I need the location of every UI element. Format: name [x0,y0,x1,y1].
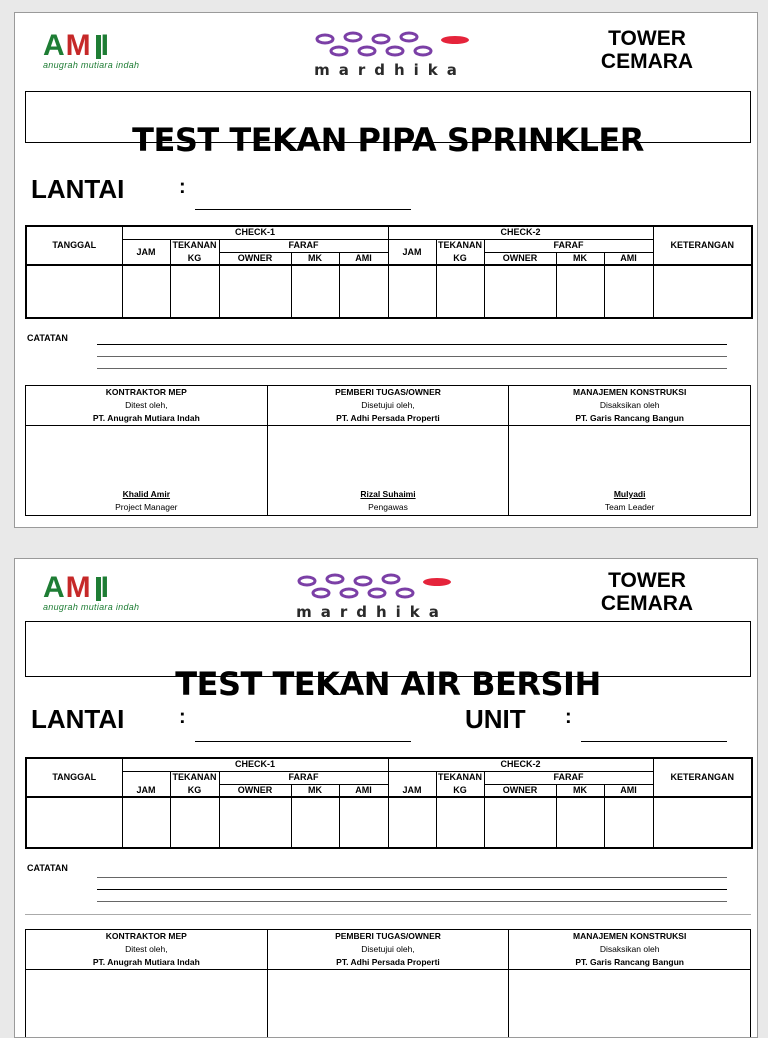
signatory-role: Pengawas [268,501,509,514]
lantai-label: LANTAI [31,175,124,203]
header-tekanan: TEKANAN [170,771,219,784]
header-jam: JAM [388,239,436,265]
cell-tanggal[interactable] [26,797,122,848]
cell-ami-1[interactable] [339,797,388,848]
tower-label [597,569,697,615]
signature-company: PT. Garis Rancang Bangun [509,956,750,969]
cell-ami-2[interactable] [604,797,653,848]
header-kg: KG [436,784,484,797]
mardhika-wordmark: mardhika [247,603,497,621]
catatan-line[interactable] [97,344,727,345]
form-sheet-sprinkler [14,12,758,528]
header-check-2: CHECK-2 [388,226,653,239]
ami-logo-letter: M [66,575,92,601]
cell-jam-1[interactable] [122,265,170,318]
catatan-label: CATATAN [27,863,68,873]
cell-owner-2[interactable] [484,265,556,318]
form-sheet-air-bersih [14,558,758,1038]
cell-jam-2[interactable] [388,797,436,848]
signature-head-owner [267,930,509,970]
mardhika-logo [247,573,497,621]
signature-box-mep[interactable] [26,426,268,516]
signature-heading: MANAJEMEN KONSTRUKSI [509,386,750,399]
catatan-line[interactable] [97,368,727,369]
header-tanggal: TANGGAL [26,226,122,265]
cell-jam-2[interactable] [388,265,436,318]
catatan-label: CATATAN [27,333,68,343]
header-tekanan: TEKANAN [436,239,484,252]
signature-head-mep [26,386,268,426]
signature-heading: PEMBERI TUGAS/OWNER [268,386,509,399]
signature-head-mk [509,386,751,426]
lantai-input-line[interactable] [195,209,411,210]
cell-tekanan-1[interactable] [170,265,219,318]
cell-owner-1[interactable] [219,265,291,318]
signature-action: Ditest oleh, [26,943,267,956]
cell-mk-1[interactable] [291,265,339,318]
cell-tanggal[interactable] [26,265,122,318]
cell-owner-1[interactable] [219,797,291,848]
header-owner: OWNER [219,252,291,265]
cell-jam-1[interactable] [122,797,170,848]
header-mk: MK [556,252,604,265]
signatory-role: Team Leader [509,501,750,514]
signature-company: PT. Adhi Persada Properti [268,956,509,969]
ami-logo-letter: A [43,575,66,601]
signature-box-owner[interactable] [267,970,509,1038]
ami-logo-letter: I [101,33,110,59]
header-ami: AMI [604,784,653,797]
signatory-name: Khalid Amir [26,488,267,501]
signature-heading: PEMBERI TUGAS/OWNER [268,930,509,943]
header-jam: JAM [388,784,436,797]
signature-head-mep [26,930,268,970]
header-mk: MK [556,784,604,797]
header-check-1: CHECK-1 [122,226,388,239]
header-jam: JAM [122,784,170,797]
signature-box-mk[interactable] [509,970,751,1038]
header-owner: OWNER [484,252,556,265]
signature-heading: MANAJEMEN KONSTRUKSI [509,930,750,943]
cell-ami-2[interactable] [604,265,653,318]
header-jam-spacer [122,771,170,784]
header-ami: AMI [339,252,388,265]
unit-label: UNIT [465,705,526,733]
header-owner: OWNER [484,784,556,797]
header-tekanan: TEKANAN [436,771,484,784]
flower-ornament-icon [287,573,457,603]
signature-heading: KONTRAKTOR MEP [26,930,267,943]
signature-action: Ditest oleh, [26,399,267,412]
unit-colon: : [565,707,572,727]
ami-logo [43,575,203,611]
cell-mk-2[interactable] [556,797,604,848]
header-keterangan: KETERANGAN [653,226,752,265]
lantai-colon: : [179,177,186,197]
table-row [26,797,752,848]
signature-heading: KONTRAKTOR MEP [26,386,267,399]
cell-tekanan-2[interactable] [436,797,484,848]
ami-logo-letter: I [101,575,110,601]
ami-logo-tagline: anugrah mutiara indah [43,602,203,612]
tower-line: TOWER [597,569,697,592]
signatory-role: Project Manager [26,501,267,514]
cell-ami-1[interactable] [339,265,388,318]
header-faraf: FARAF [219,771,388,784]
signature-head-owner [267,386,509,426]
check-table [25,757,753,849]
signature-company: PT. Adhi Persada Properti [268,412,509,425]
header-ami: AMI [339,784,388,797]
header-check-1: CHECK-1 [122,758,388,771]
signature-action: Disaksikan oleh [509,399,750,412]
check-table [25,225,753,319]
unit-input-line[interactable] [581,741,727,742]
mardhika-logo [265,31,515,79]
mardhika-wordmark: mardhika [265,61,515,79]
ami-logo [43,33,203,69]
catatan-line[interactable] [97,889,727,890]
signature-action: Disetujui oleh, [268,399,509,412]
header-keterangan: KETERANGAN [653,758,752,797]
signatory-name: Mulyadi [509,488,750,501]
catatan-line[interactable] [97,877,727,878]
header-owner: OWNER [219,784,291,797]
lantai-colon: : [179,707,186,727]
divider-line [25,914,751,915]
cell-mk-1[interactable] [291,797,339,848]
form-title: TEST TEKAN PIPA SPRINKLER [25,121,751,159]
header-faraf: FARAF [484,771,653,784]
header-tanggal: TANGGAL [26,758,122,797]
signature-action: Disaksikan oleh [509,943,750,956]
header-jam-spacer [388,771,436,784]
cell-mk-2[interactable] [556,265,604,318]
header-jam: JAM [122,239,170,265]
tower-line: TOWER [597,27,697,50]
tower-line: CEMARA [597,592,697,615]
catatan-line[interactable] [97,356,727,357]
signature-table [25,929,751,1038]
signature-table [25,385,751,516]
header-check-2: CHECK-2 [388,758,653,771]
cell-owner-2[interactable] [484,797,556,848]
ami-logo-letter: A [43,33,66,59]
signature-box-mk[interactable] [509,426,751,516]
header-faraf: FARAF [219,239,388,252]
tower-line: CEMARA [597,50,697,73]
ami-logo-letter: M [66,33,92,59]
header-faraf: FARAF [484,239,653,252]
signatory-name: Rizal Suhaimi [268,488,509,501]
signature-box-owner[interactable] [267,426,509,516]
header-mk: MK [291,784,339,797]
signature-company: PT. Garis Rancang Bangun [509,412,750,425]
signature-box-mep[interactable] [26,970,268,1038]
catatan-line[interactable] [97,901,727,902]
signature-action: Disetujui oleh, [268,943,509,956]
form-title: TEST TEKAN AIR BERSIH [25,665,751,703]
tower-label [597,27,697,73]
table-row [26,265,752,318]
cell-tekanan-1[interactable] [170,797,219,848]
ami-logo-tagline: anugrah mutiara indah [43,60,203,70]
header-tekanan: TEKANAN [170,239,219,252]
header-kg: KG [436,252,484,265]
cell-tekanan-2[interactable] [436,265,484,318]
signature-company: PT. Anugrah Mutiara Indah [26,956,267,969]
signature-company: PT. Anugrah Mutiara Indah [26,412,267,425]
flower-ornament-icon [305,31,475,61]
header-ami: AMI [604,252,653,265]
header-mk: MK [291,252,339,265]
lantai-label: LANTAI [31,705,124,733]
header-kg: KG [170,784,219,797]
lantai-input-line[interactable] [195,741,411,742]
signature-head-mk [509,930,751,970]
cell-keterangan[interactable] [653,797,752,848]
cell-keterangan[interactable] [653,265,752,318]
header-kg: KG [170,252,219,265]
